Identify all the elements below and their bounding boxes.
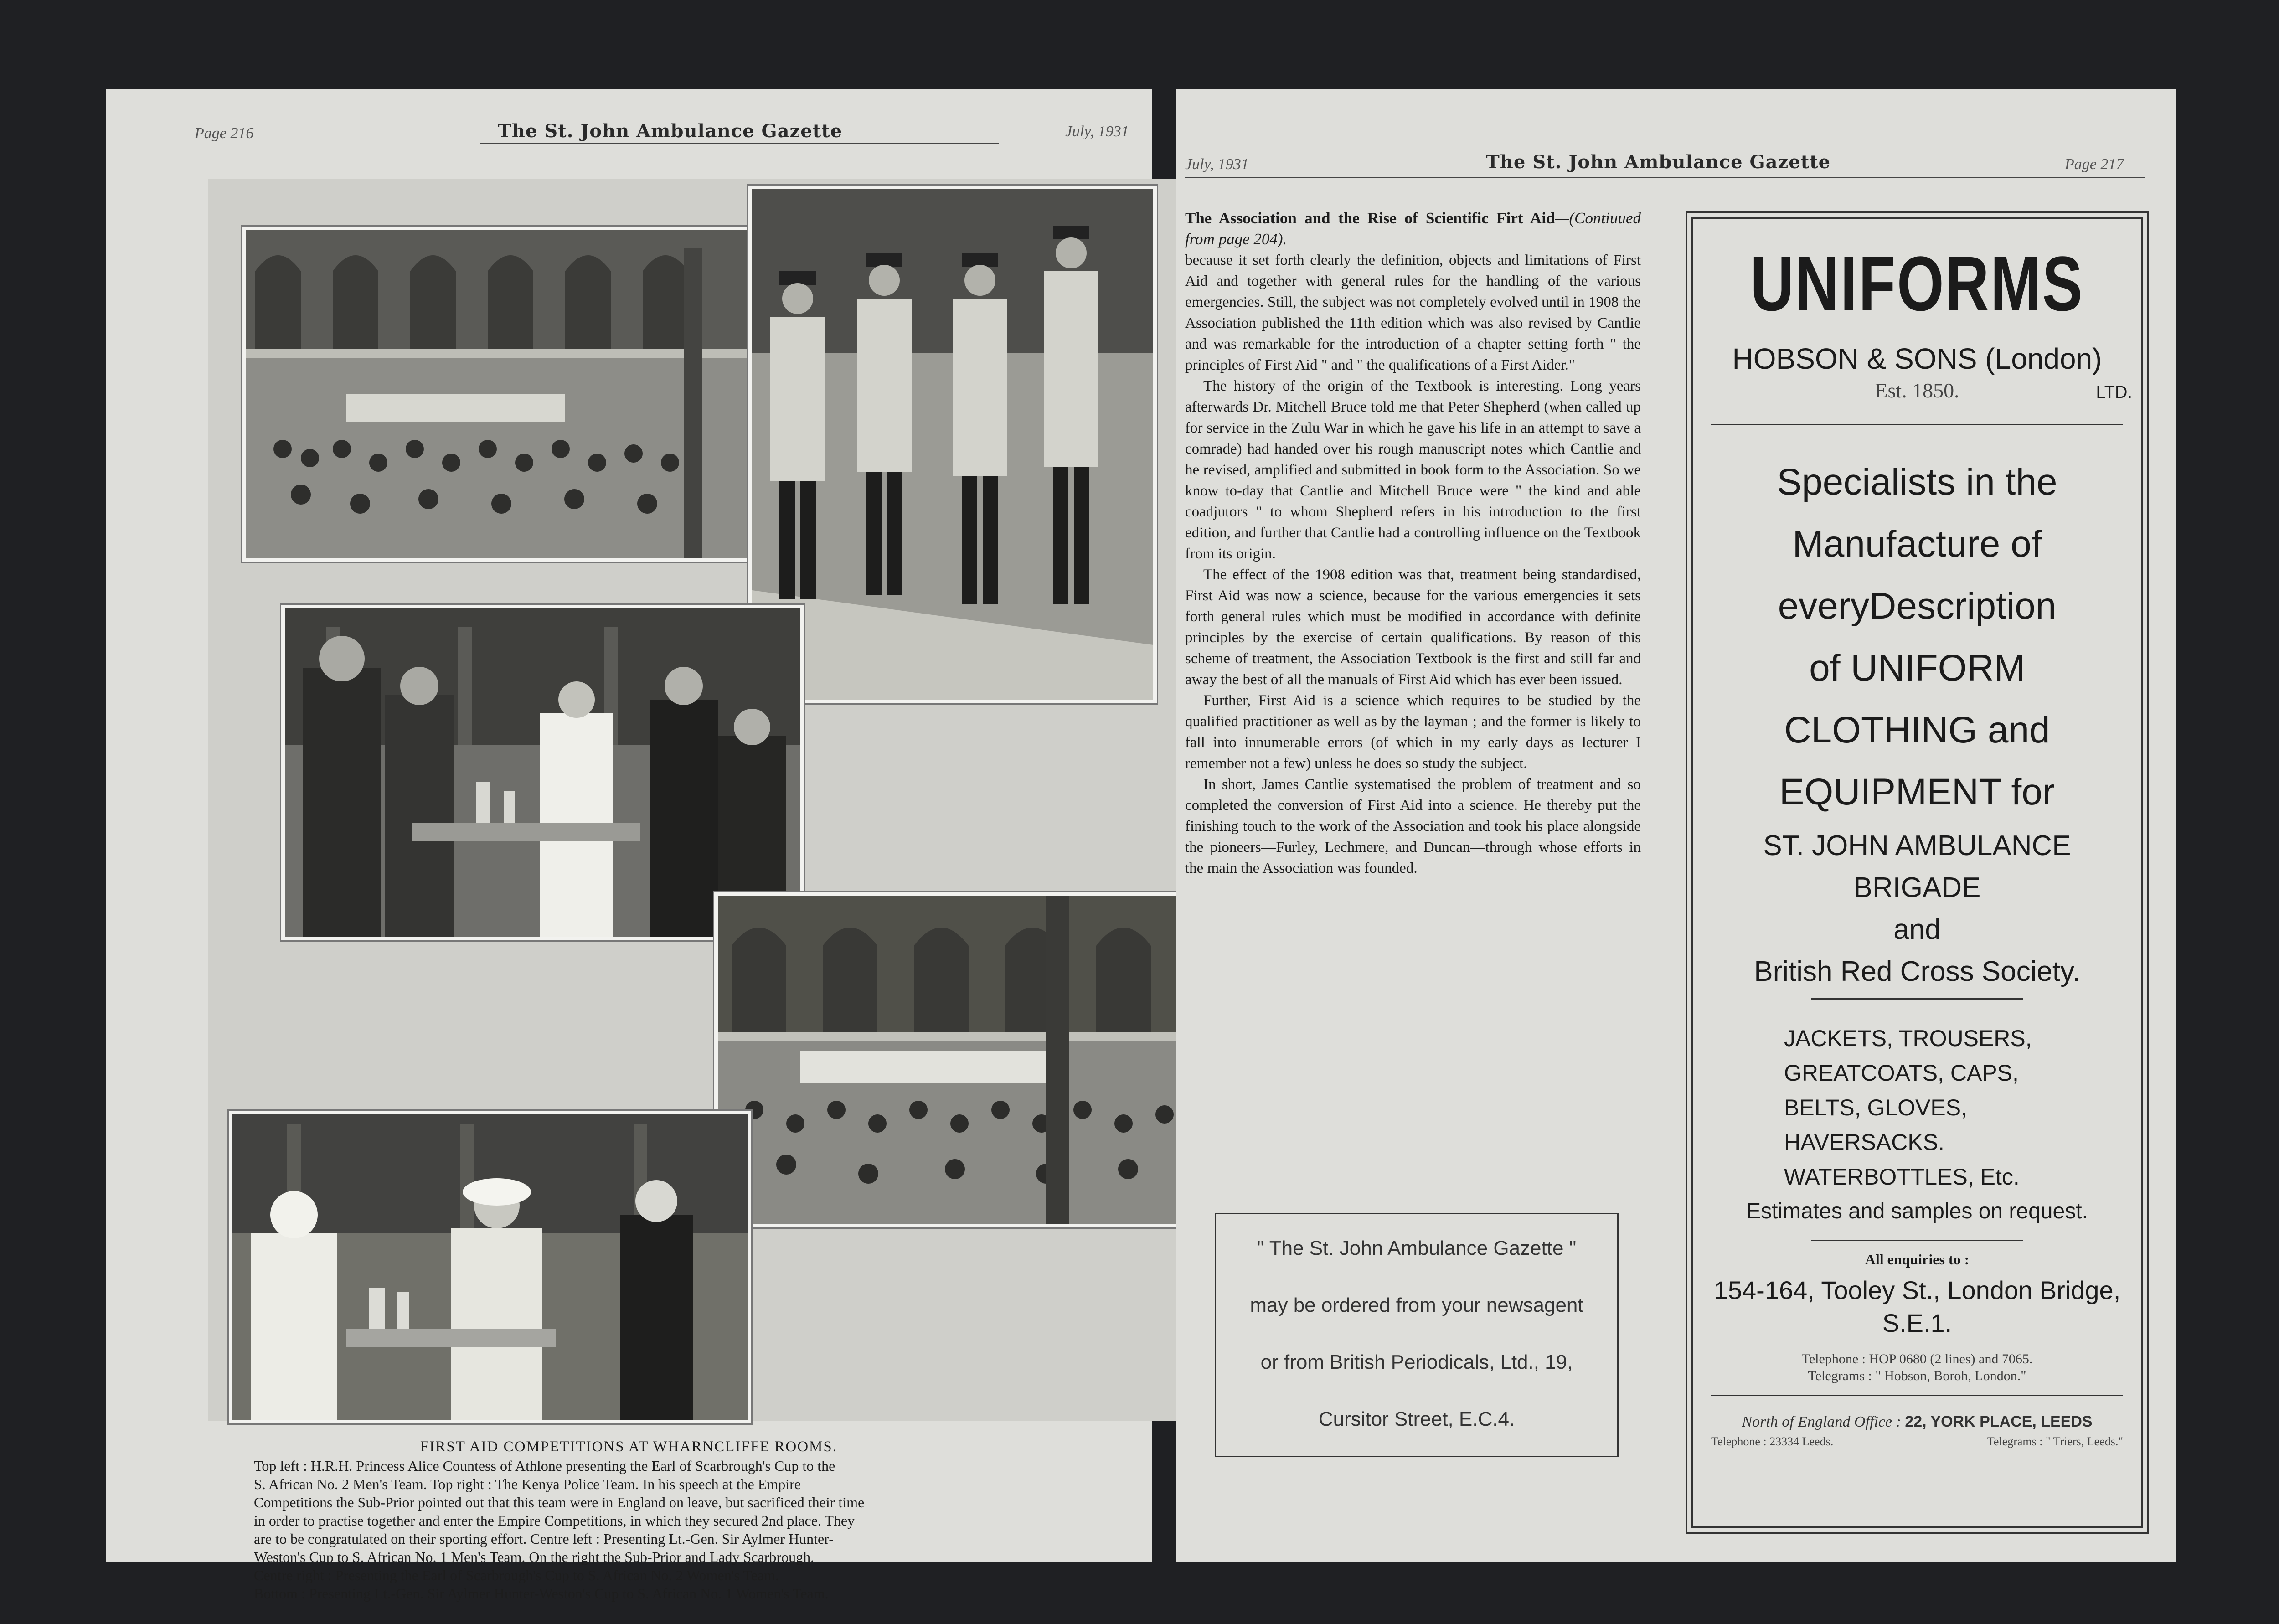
- advert-rule: [1811, 998, 2023, 1000]
- page-number-right: Page 217: [2065, 156, 2124, 173]
- advert-address: [1693, 1274, 2141, 1340]
- caption-line: Weston's Cup to S. African No. 1 Men's Team. On the right the Sub-Prior and Lady Scarbrough.: [254, 1549, 815, 1565]
- masthead-right: The St. John Ambulance Gazette: [1486, 151, 1831, 173]
- photo-bottom: [229, 1111, 751, 1423]
- article-heading-text: The Association and the Rise of Scientific Firt Aid: [1185, 209, 1555, 227]
- cup-presentation-women-image: [232, 1114, 748, 1420]
- organisation-line: British Red Cross Society.: [1754, 956, 2080, 987]
- caption-line: Top left : H.R.H. Princess Alice Countess of Athlone presenting the Earl of Scarbrough's Cup to the: [254, 1458, 835, 1474]
- advert-specialists: [1693, 451, 2141, 823]
- product-line: BELTS, GLOVES,: [1784, 1095, 1968, 1120]
- organisation-line: and: [1893, 914, 1941, 945]
- photo-top-right: [748, 186, 1157, 703]
- notice-line: or from British Periodicals, Ltd., 19,: [1260, 1351, 1573, 1373]
- specialists-line: Manufacture of: [1792, 523, 2042, 565]
- north-office-telegrams: Telegrams : " Triers, Leeds.": [1987, 1435, 2123, 1448]
- organisation-line: ST. JOHN AMBULANCE: [1763, 830, 2071, 861]
- advert-rule: [1811, 1240, 2023, 1241]
- right-page: [1176, 89, 2176, 1562]
- advert-products: [1784, 1021, 2141, 1194]
- specialists-line: EQUIPMENT for: [1779, 771, 2055, 813]
- subscription-notice: [1215, 1213, 1619, 1457]
- caption-line: in order to practise together and enter the Empire Competitions, in which they secured 2nd place. They: [254, 1512, 855, 1529]
- masthead-left: The St. John Ambulance Gazette: [498, 120, 843, 142]
- article-paragraph: The effect of the 1908 edition was that, treatment being standardised, First Aid was now a science, because for the various emergencies it sets forth general rules which must be modified in accordance with definite principles by the exercise of certain qualifications. By reason of this scheme of treatment, the Association Textbook is the first and still far and away the best of all the manuals of First Aid which has ever been issued.: [1185, 567, 1641, 688]
- hall-ceremony-image: [246, 230, 770, 558]
- advert-established: Est. 1850.: [1875, 379, 1959, 402]
- photo-collage: [208, 179, 1236, 1421]
- article-continued-note: —(Contiuued from page 204).: [1185, 209, 1641, 248]
- advert-estimates: Estimates and samples on request.: [1746, 1199, 2088, 1223]
- photo-bottom-label: [232, 1419, 748, 1420]
- address-line: 154-164, Tooley St., London Bridge,: [1713, 1276, 2121, 1304]
- product-line: WATERBOTTLES, Etc.: [1784, 1164, 2020, 1190]
- product-line: HAVERSACKS.: [1784, 1129, 1944, 1155]
- advert-rule: [1711, 424, 2123, 425]
- advert-telegrams: Telegrams : " Hobson, Boroh, London.": [1808, 1368, 2026, 1383]
- photo-centre-right-label: [718, 1223, 1233, 1224]
- product-line: GREATCOATS, CAPS,: [1784, 1060, 2019, 1086]
- caption-line: Centre right : Presenting the Earl of Scarbrough's Cup to S. African No. 2 Women's Team.: [254, 1567, 779, 1583]
- caption-line: are to be congratulated on their sporting effort. Centre left : Presenting Lt.-Gen. Sir Aylmer Hunter-: [254, 1531, 834, 1547]
- uniforms-advert: [1686, 211, 2149, 1534]
- specialists-line: everyDescription: [1778, 585, 2057, 627]
- advert-company: HOBSON & SONS (London): [1732, 342, 2102, 375]
- article: [1185, 208, 1641, 879]
- advert-telephone: Telephone : HOP 0680 (2 lines) and 7065.: [1801, 1351, 2033, 1366]
- article-paragraph: Further, First Aid is a science which requires to be studied by the qualified practitioner as well as by the layman ; and the former is likely to fall into innumerable errors (of which in my early days as lecturer I remember not a few) unless he does so study the subject.: [1185, 692, 1641, 772]
- photo-top-right-label: [752, 699, 1153, 700]
- caption-line: S. African No. 2 Men's Team. Top right : The Kenya Police Team. In his speech at the Empire: [254, 1476, 801, 1492]
- notice-line: Cursitor Street, E.C.4.: [1318, 1408, 1515, 1430]
- advert-organisations: [1693, 825, 2141, 993]
- issue-date-left: July, 1931: [1065, 123, 1129, 140]
- advert-headline: UNIFORMS: [1750, 241, 2084, 327]
- cup-presentation-men-image: [285, 608, 800, 937]
- north-office-address: 22, YORK PLACE, LEEDS: [1905, 1413, 2093, 1430]
- photo-caption: [254, 1457, 1129, 1603]
- advert-ltd: LTD.: [2096, 383, 2132, 402]
- article-paragraph: The history of the origin of the Textbook is interesting. Long years afterwards Dr. Mitchell Bruce told me that Peter Shepherd (when called up for service in the Zulu War in which he gave his life in an attempt to save a comrade) had handed over his rough manuscript notes which Cantlie and he revised, amplified and submitted in book form to the Association. So we know to-day that Cantlie and Mitchell Bruce were " the kind and able coadjutors " to whom Shepherd refers in his introduction to the first edition, and further that Cantlie had a controlling influence on the Textbook from its origin.: [1185, 378, 1641, 562]
- address-line: S.E.1.: [1882, 1309, 1952, 1337]
- header-rule-left: [480, 143, 999, 144]
- advert-north-office: [1693, 1413, 2141, 1431]
- photo-top-left: [242, 227, 774, 562]
- specialists-line: CLOTHING and: [1784, 709, 2050, 751]
- hall-audience-image: [718, 896, 1233, 1224]
- organisation-line: BRIGADE: [1853, 872, 1981, 903]
- photo-caption-title: FIRST AID COMPETITIONS AT WHARNCLIFFE ROOMS.: [420, 1438, 837, 1455]
- advert-enquiries-label: All enquiries to :: [1865, 1251, 1970, 1268]
- advert-inner-border: [1691, 217, 2143, 1528]
- photo-centre-left: [281, 605, 804, 940]
- left-page: [106, 89, 1152, 1602]
- advert-rule: [1711, 1395, 2123, 1396]
- article-paragraph: In short, James Cantlie systematised the problem of treatment and so completed the conversion of First Aid into a science. He thereby put the finishing touch to the work of the Association and took his place alongside the pioneers—Furley, Lechmere, and Duncan—through whose efforts in the main the Association was founded.: [1185, 776, 1641, 876]
- specialists-line: Specialists in the: [1777, 461, 2057, 503]
- caption-line: Competitions the Sub-Prior pointed out that this team were in England on leave, but sacrificed their time: [254, 1494, 865, 1511]
- notice-line: " The St. John Ambulance Gazette ": [1257, 1237, 1577, 1259]
- article-paragraph: because it set forth clearly the definition, objects and limitations of First Aid and together with general rules for the handling of the various emergencies. Still, the subject was not completely evolved until in 1908 the Association published the 11th edition which was also revised by Cantlie and was remarkable for the introduction of a chapter setting forth " the principles of First Aid " and " the qualifications of a First Aider.": [1185, 252, 1641, 373]
- photo-centre-right: [714, 892, 1237, 1227]
- caption-line: Bottom : Presenting Lt.-Gen. Sir Aylmer Hunter-Weston's Cup to S. African No. 1 Women's Team.: [254, 1585, 829, 1602]
- page-number-left: Page 216: [195, 125, 254, 142]
- specialists-line: of UNIFORM: [1809, 647, 2025, 689]
- product-line: JACKETS, TROUSERS,: [1784, 1026, 2032, 1051]
- police-team-image: [752, 189, 1153, 700]
- north-office-telephone: Telephone : 23334 Leeds.: [1711, 1435, 1834, 1448]
- article-heading: [1185, 208, 1641, 250]
- notice-line: may be ordered from your newsagent: [1250, 1294, 1583, 1316]
- north-office-label: North of England Office :: [1742, 1413, 1901, 1430]
- issue-date-right: July, 1931: [1185, 156, 1249, 173]
- header-rule-right: [1185, 177, 2145, 178]
